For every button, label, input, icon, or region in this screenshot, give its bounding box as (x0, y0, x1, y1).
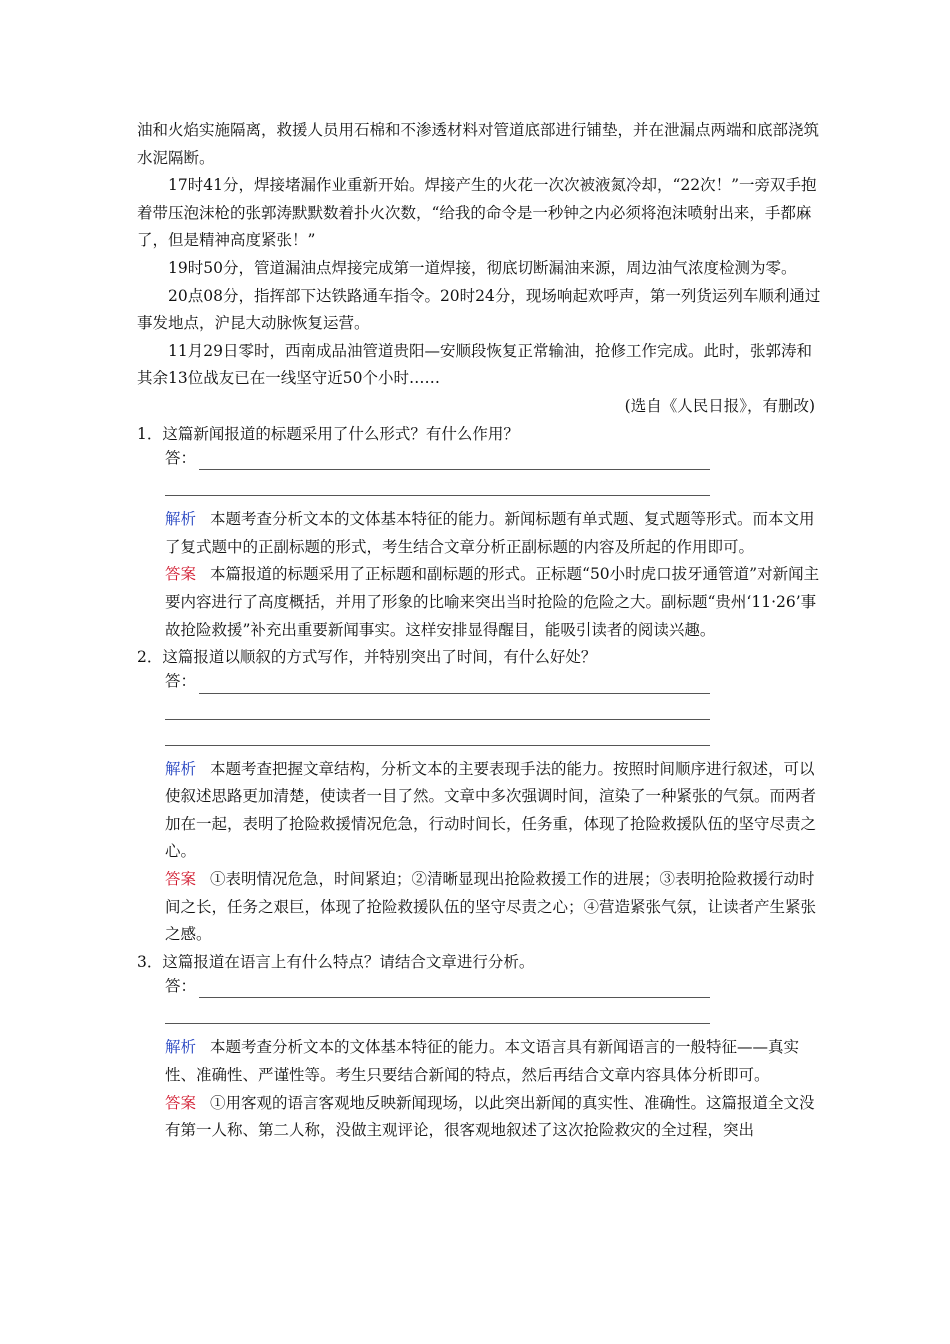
analysis-block (165, 1034, 827, 1089)
answer-rule (165, 745, 710, 746)
analysis-block (165, 506, 827, 561)
question-2 (137, 644, 827, 949)
answer-label: 答： (165, 448, 197, 467)
question-text: 3．这篇报道在语言上有什么特点？请结合文章进行分析。 (137, 952, 535, 971)
analysis-text: 本题考查把握文章结构，分析文本的主要表现手法的能力。按照时间顺序进行叙述，可以使叙述思路更加清楚，使读者一目了然。文章中多次强调时间，渲染了一种紧张的气氛。而两者加在一起，表明了抢险救援情况危急，行动时间长，任务重，体现了抢险救援队伍的坚守尽责之心。 (165, 759, 817, 861)
analysis-label: 解析 (165, 510, 197, 529)
answer-rule (165, 1023, 710, 1024)
answer-line (165, 724, 710, 750)
analysis-label: 解析 (165, 759, 197, 778)
key-block (165, 866, 827, 949)
question-text: 2．这篇报道以顺叙的方式写作，并特别突出了时间，有什么好处？ (137, 648, 597, 667)
question-3 (137, 949, 827, 1145)
document-body (137, 117, 827, 1145)
answer-line (165, 474, 710, 500)
answer-rule (199, 997, 710, 998)
key-block (165, 1090, 827, 1145)
answer-line (165, 1002, 710, 1028)
passage-paragraph: 19时50分，管道漏油点焊接完成第一道焊接，彻底切断漏油来源，周边油气浓度检测为零。 (168, 258, 797, 277)
key-text: 本篇报道的标题采用了正标题和副标题的形式。正标题“50小时虎口拔牙通管道”对新闻主要内容进行了高度概括，并用了形象的比喻来突出当时抢险的危险之大。副标题“贵州‘11·26’事故抢险救援”补充出重要新闻事实。这样安排显得醒目，能吸引读者的阅读兴趣。 (165, 565, 820, 639)
analysis-block (165, 756, 827, 866)
answer-line (165, 698, 710, 724)
key-text: ①表明情况危急，时间紧迫；②清晰显现出抢险救援工作的进展；③表明抢险救援行动时间之长，任务之艰巨，体现了抢险救援队伍的坚守尽责之心；④营造紧张气氛，让读者产生紧张之感。 (165, 870, 817, 944)
analysis-label: 解析 (165, 1038, 197, 1057)
passage-paragraph: 油和火焰实施隔离，救援人员用石棉和不渗透材料对管道底部进行铺垫，并在泄漏点两端和底部浇筑水泥隔断。 (137, 121, 820, 167)
passage-paragraph: 11月29日零时，西南成品油管道贵阳—安顺段恢复正常输油，抢修工作完成。此时，张郭涛和其余13位战友已在一线坚守近50个小时…… (137, 341, 812, 388)
passage-source: (选自《人民日报》，有删改) (624, 396, 815, 415)
question-text: 1．这篇新闻报道的标题采用了什么形式？有什么作用？ (137, 424, 519, 443)
answer-rule (165, 719, 710, 720)
news-passage (137, 117, 827, 421)
analysis-text: 本题考查分析文本的文体基本特征的能力。新闻标题有单式题、复式题等形式。而本文用了复式题中的正副标题的形式，考生结合文章分析正副标题的内容及所起的作用即可。 (165, 510, 815, 556)
answer-line (165, 448, 710, 474)
answer-label: 答： (165, 672, 197, 691)
key-block (165, 561, 827, 644)
answer-label: 答： (165, 976, 197, 995)
passage-paragraph: 20点08分，指挥部下达铁路通车指令。20时24分，现场响起欢呼声，第一列货运列车顺利通过事发地点，沪昆大动脉恢复运营。 (137, 286, 821, 333)
key-text: ①用客观的语言客观地反映新闻现场，以此突出新闻的真实性、准确性。这篇报道全文没有第一人称、第二人称，没做主观评论，很客观地叙述了这次抢险救灾的全过程，突出 (165, 1093, 815, 1140)
answer-rule (165, 495, 710, 496)
answer-rule (199, 693, 710, 694)
key-label: 答案 (165, 565, 197, 584)
question-1 (137, 421, 827, 645)
key-label: 答案 (165, 870, 197, 889)
passage-paragraph: 17时41分，焊接堵漏作业重新开始。焊接产生的火花一次次被液氮冷却，“22次！”一旁双手抱着带压泡沫枪的张郭涛默默数着扑火次数，“给我的命令是一秒钟之内必须将泡沫喷射出来，手都麻了，但是精神高度紧张！” (137, 176, 817, 250)
answer-line (165, 976, 710, 1002)
analysis-text: 本题考查分析文本的文体基本特征的能力。本文语言具有新闻语言的一般特征——真实性、准确性、严谨性等。考生只要结合新闻的特点，然后再结合文章内容具体分析即可。 (165, 1038, 800, 1085)
answer-rule (199, 469, 710, 470)
key-label: 答案 (165, 1093, 197, 1112)
answer-line (165, 672, 710, 698)
